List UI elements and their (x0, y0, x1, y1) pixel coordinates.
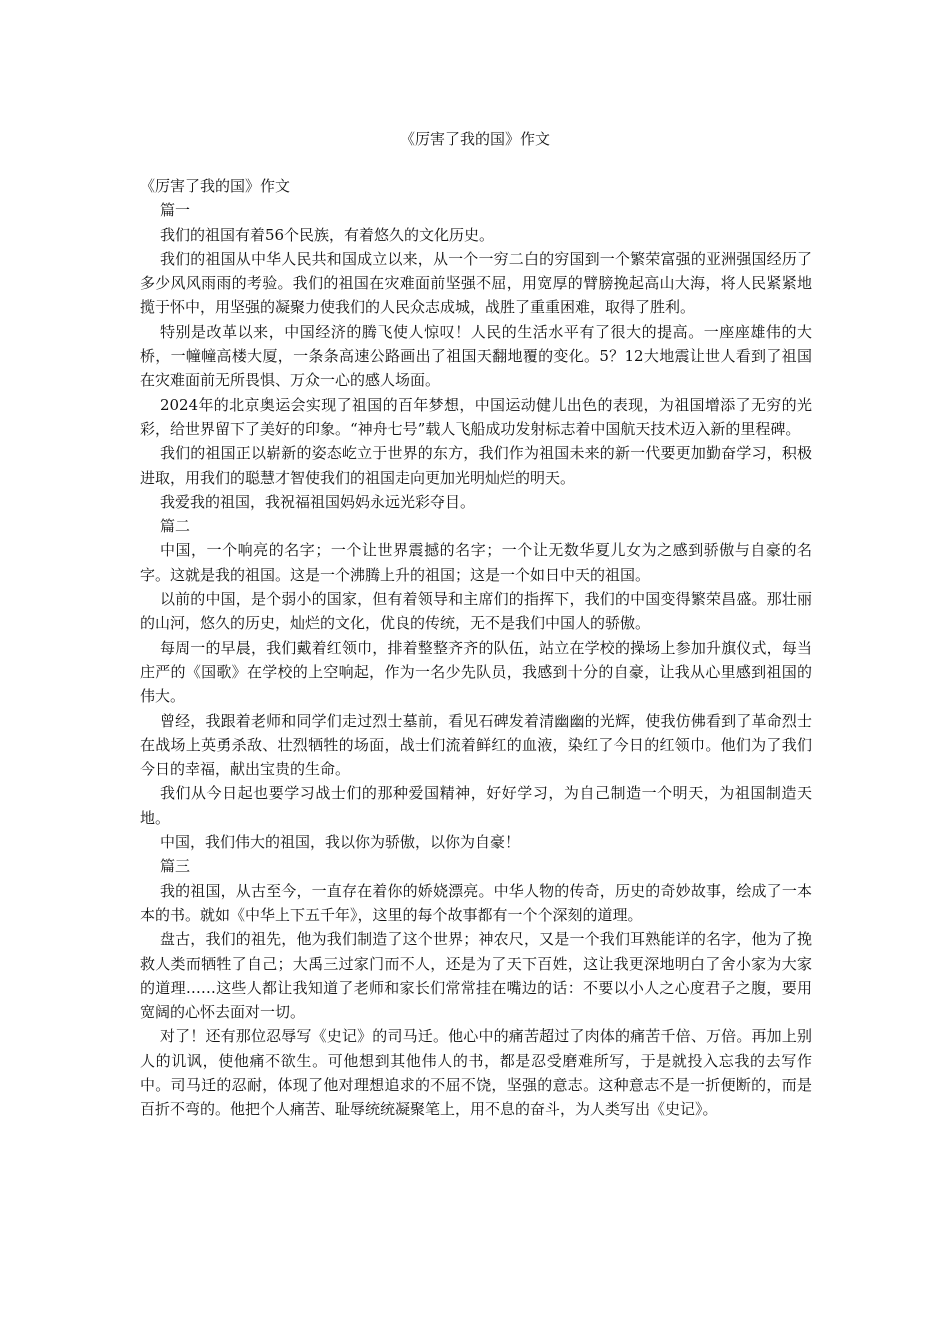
paragraph: 以前的中国，是个弱小的国家，但有着领导和主席们的指挥下，我们的中国变得繁荣昌盛。那壮丽的山河，悠久的历史，灿烂的文化，优良的传统，无不是我们中国人的骄傲。 (140, 590, 812, 633)
document-title: 《厉害了我的国》作文 (399, 130, 550, 148)
paragraph: 我的祖国，从古至今，一直存在着你的娇娆漂亮。中华人物的传奇，历史的奇妙故事，绘成了一本本的书。就如《中华上下五千年》，这里的每个故事都有一个个深刻的道理。 (140, 881, 812, 924)
paragraph: 我们从今日起也要学习战士们的那种爱国精神，好好学习，为自己制造一个明天，为祖国制造天地。 (140, 784, 812, 827)
paragraph: 特别是改革以来，中国经济的腾飞使人惊叹！人民的生活水平有了很大的提高。一座座雄伟的大桥，一幢幢高楼大厦，一条条高速公路画出了祖国天翻地覆的变化。5？12大地震让世人看到了祖国在灾难面前无所畏惧、万众一心的感人场面。 (140, 322, 812, 390)
paragraph: 我们的祖国有着56个民族，有着悠久的文化历史。 (159, 225, 495, 244)
paragraph: 中国，我们伟大的祖国，我以你为骄傲，以你为自豪！ (159, 833, 520, 852)
section-heading-1: 篇一 (159, 201, 190, 220)
subtitle-paragraph: 《厉害了我的国》作文 (140, 177, 291, 195)
document-body (140, 174, 812, 1122)
paragraph: 2024年的北京奥运会实现了祖国的百年梦想，中国运动健儿出色的表现，为祖国增添了无穷的光彩，给世界留下了美好的印象。“神舟七号”载人飞船成功发射标志着中国航天技术迈入新的里程碑。 (140, 395, 812, 438)
paragraph: 每周一的早晨，我们戴着红领巾，排着整整齐齐的队伍，站立在学校的操场上参加升旗仪式，每当庄严的《国歌》在学校的上空响起，作为一名少先队员，我感到十分的自豪，让我从心里感到祖国的伟大。 (140, 638, 812, 706)
paragraph: 曾经，我跟着老师和同学们走过烈士墓前，看见石碑发着清幽幽的光辉，使我仿佛看到了革命烈士在战场上英勇杀敌、壮烈牺牲的场面，战士们流着鲜红的血液，染红了今日的红领巾。他们为了我们今日的幸福，献出宝贵的生命。 (140, 711, 812, 779)
paragraph: 对了！还有那位忍辱写《史记》的司马迁。他心中的痛苦超过了肉体的痛苦千倍、万倍。再加上别人的讥讽，使他痛不欲生。可他想到其他伟人的书，都是忍受磨难所写，于是就投入忘我的去写作中。司马迁的忍耐，体现了他对理想追求的不屈不饶，坚强的意志。这种意志不是一折便断的，而是百折不弯的。他把个人痛苦、耻辱统统凝聚笔上，用不息的奋斗，为人类写出《史记》。 (140, 1027, 812, 1119)
paragraph: 我们的祖国正以崭新的姿态屹立于世界的东方，我们作为祖国未来的新一代要更加勤奋学习，积极进取，用我们的聪慧才智使我们的祖国走向更加光明灿烂的明天。 (140, 444, 812, 487)
section-heading-3: 篇三 (159, 857, 190, 876)
paragraph: 我爱我的祖国，我祝福祖国妈妈永远光彩夺目。 (159, 492, 475, 511)
section-heading-2: 篇二 (159, 517, 190, 536)
paragraph: 盘古，我们的祖先，他为我们制造了这个世界；神农尺，又是一个我们耳熟能详的名字，他为了挽救人类而牺牲了自己；大禹三过家门而不人，还是为了天下百姓，这让我更深地明白了舍小家为大家的道理……这些人都让我知道了老师和家长们常常挂在嘴边的话：不要以小人之心度君子之腹，要用宽阔的心怀去面对一切。 (140, 930, 812, 1022)
paragraph: 中国，一个响亮的名字；一个让世界震撼的名字；一个让无数华夏儿女为之感到骄傲与自豪的名字。这就是我的祖国。这是一个沸腾上升的祖国；这是一个如日中天的祖国。 (140, 541, 812, 584)
paragraph: 我们的祖国从中华人民共和国成立以来，从一个一穷二白的穷国到一个繁荣富强的亚洲强国经历了多少风风雨雨的考验。我们的祖国在灾难面前坚强不屈，用宽厚的臂膀挽起高山大海，将人民紧紧地揽于怀中，用坚强的凝聚力使我们的人民众志成城，战胜了重重困难，取得了胜利。 (140, 249, 812, 317)
